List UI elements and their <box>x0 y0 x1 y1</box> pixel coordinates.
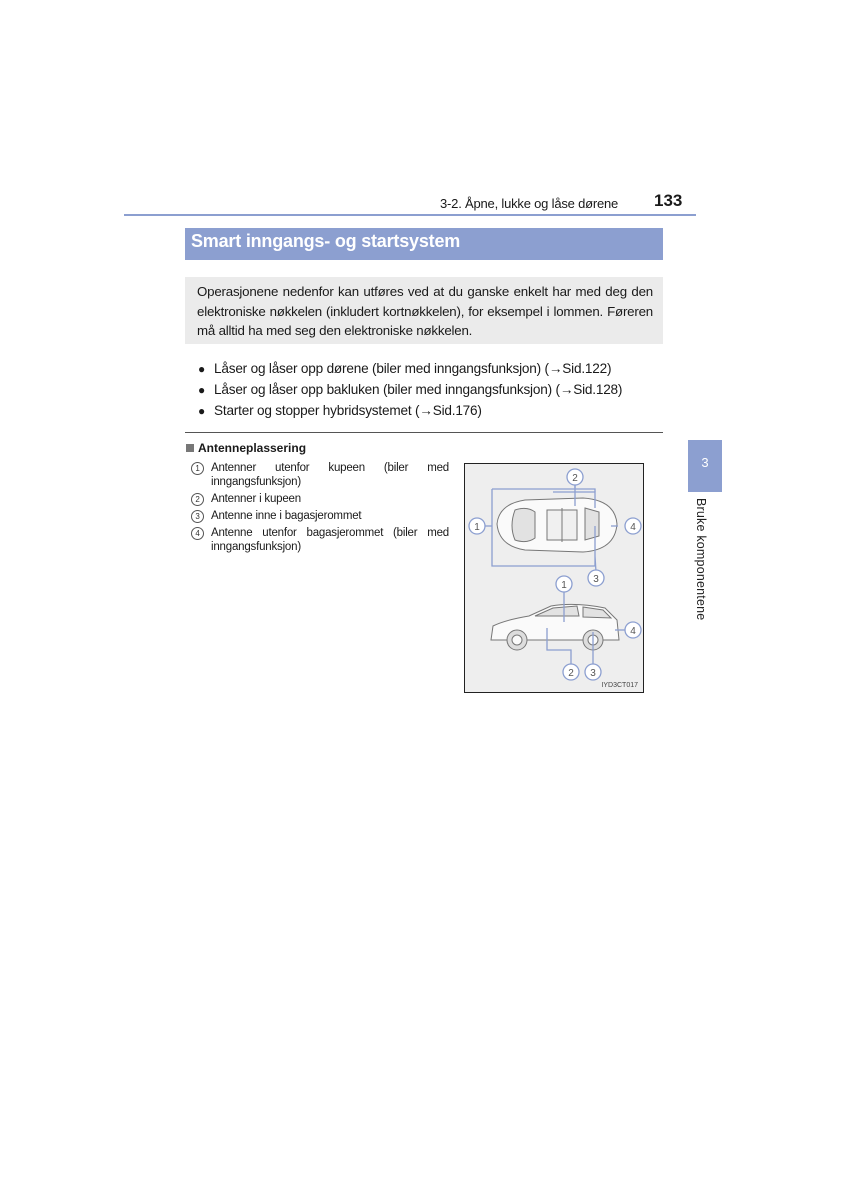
list-item <box>191 526 449 554</box>
section-title: 3-2. Åpne, lukke og låse dørene <box>440 196 619 211</box>
number-circle-icon: 3 <box>191 510 204 523</box>
chapter-label: Bruke komponentene <box>694 498 708 621</box>
callout-label: 4 <box>630 626 636 637</box>
list-item <box>198 381 622 402</box>
antenna-heading-text: Antenneplassering <box>198 441 307 455</box>
list-item-text: Låser og låser opp bakluken (biler med inngangsfunksjon) (→Sid.128) <box>214 382 623 397</box>
antenna-list <box>191 461 449 557</box>
antenna-item-text: Antenner i kupeen <box>211 493 301 505</box>
list-item <box>191 509 449 523</box>
antenna-item-text: Antenne utenfor bagasjerommet (biler med inngangsfunksjon) <box>211 527 449 553</box>
callout-label: 1 <box>561 580 567 591</box>
bullet-icon: ● <box>198 362 206 376</box>
list-item <box>198 360 622 381</box>
antenna-heading <box>186 441 306 455</box>
list-item-text: Låser og låser opp dørene (biler med inngangsfunksjon) (→Sid.122) <box>214 361 612 376</box>
callout-label: 3 <box>593 574 599 585</box>
intro-paragraph: Operasjonene nedenfor kan utføres ved at du ganske enkelt har med deg den elektroniske nøkkelen (inkludert kortnøkkelen), for eksempel i lommen. Føreren må alltid ha med seg den elektroniske nøkkelen. <box>185 277 663 344</box>
list-item-text: Starter og stopper hybridsystemet (→Sid.176) <box>214 403 482 418</box>
callout-label: 1 <box>474 522 480 533</box>
page-title: Smart inngangs- og startsystem <box>185 228 663 260</box>
header-rule <box>124 214 696 216</box>
list-item <box>191 492 449 506</box>
feature-list <box>198 360 622 423</box>
bullet-icon: ● <box>198 383 206 397</box>
car-side-view <box>491 604 619 650</box>
car-top-view <box>497 498 617 552</box>
car-diagram <box>465 464 643 692</box>
callout-label: 3 <box>590 668 596 679</box>
section-divider <box>185 432 663 433</box>
list-item <box>191 461 449 489</box>
figure-code: IYD3CT017 <box>601 682 638 689</box>
callout-label: 2 <box>572 473 578 484</box>
number-circle-icon: 4 <box>191 527 204 540</box>
antenna-location-figure <box>464 463 644 693</box>
number-circle-icon: 2 <box>191 493 204 506</box>
chapter-tab: 3 <box>688 440 722 492</box>
page-number: 133 <box>654 191 683 210</box>
antenna-item-text: Antenne inne i bagasjerommet <box>211 510 362 522</box>
bullet-icon: ● <box>198 404 206 418</box>
number-circle-icon: 1 <box>191 462 204 475</box>
callout-label: 2 <box>568 668 574 679</box>
antenna-item-text: Antenner utenfor kupeen (biler med inngangsfunksjon) <box>211 462 449 488</box>
list-item <box>198 402 622 423</box>
callout-label: 4 <box>630 522 636 533</box>
square-bullet-icon <box>186 444 194 452</box>
